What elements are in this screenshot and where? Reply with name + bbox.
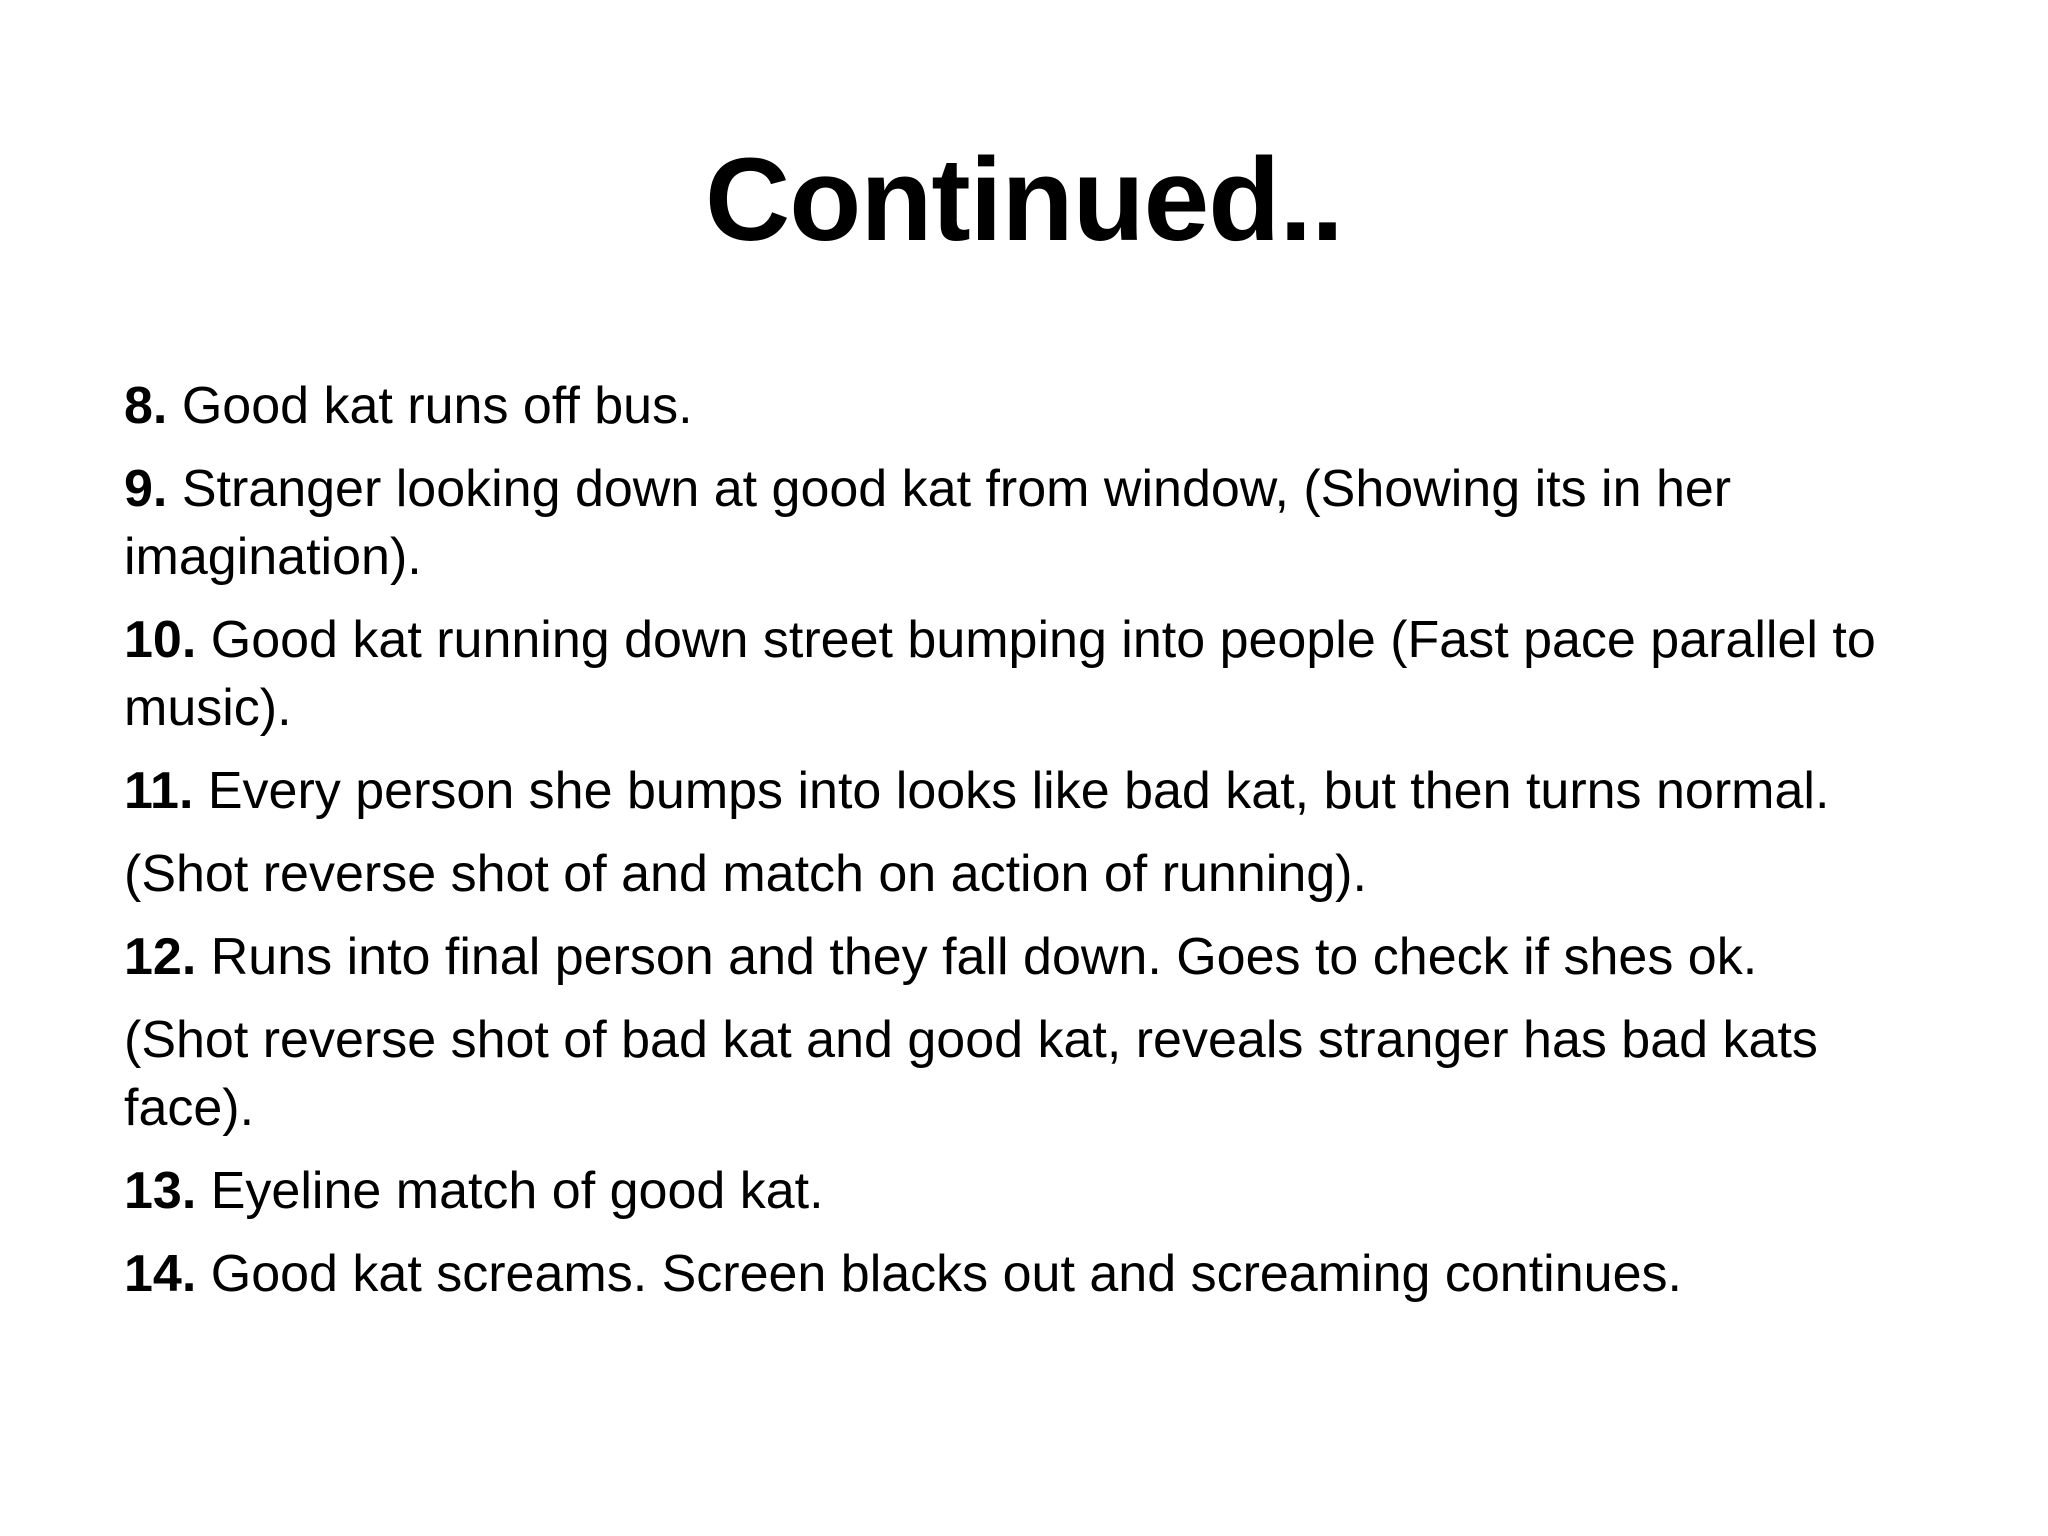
item-text: Every person she bumps into looks like bad kat, but then turns normal. xyxy=(207,762,1830,820)
item-number: 10. xyxy=(124,611,197,669)
shot-list xyxy=(124,372,1924,1323)
item-text: Good kat runs off bus. xyxy=(181,377,693,435)
item-text: Runs into final person and they fall down. Goes to check if shes ok. xyxy=(210,928,1758,986)
item-text: Stranger looking down at good kat from window, (Showing its in her imagination). xyxy=(124,460,1732,586)
list-item xyxy=(124,923,1924,991)
item-text: Eyeline match of good kat. xyxy=(210,1162,824,1220)
slide-title: Continued.. xyxy=(705,134,1343,266)
item-number: 14. xyxy=(124,1245,197,1303)
item-number: 13. xyxy=(124,1162,197,1220)
list-item xyxy=(124,372,1924,440)
list-item xyxy=(124,606,1924,742)
item-number: 11. xyxy=(124,762,194,820)
list-item xyxy=(124,455,1924,591)
item-number: 8. xyxy=(124,377,168,435)
item-text: Good kat screams. Screen blacks out and screaming continues. xyxy=(210,1245,1682,1303)
item-text: Good kat running down street bumping into people (Fast pace parallel to music). xyxy=(124,611,1876,737)
list-item xyxy=(124,1240,1924,1308)
item-number: 12. xyxy=(124,928,197,986)
list-item xyxy=(124,1157,1924,1225)
item-text: (Shot reverse shot of bad kat and good kat, reveals stranger has bad kats face). xyxy=(124,1011,1818,1137)
item-text: (Shot reverse shot of and match on action of running). xyxy=(124,845,1367,903)
list-item-note xyxy=(124,840,1924,908)
list-item-note xyxy=(124,1006,1924,1142)
item-number: 9. xyxy=(124,460,168,518)
list-item xyxy=(124,757,1924,825)
